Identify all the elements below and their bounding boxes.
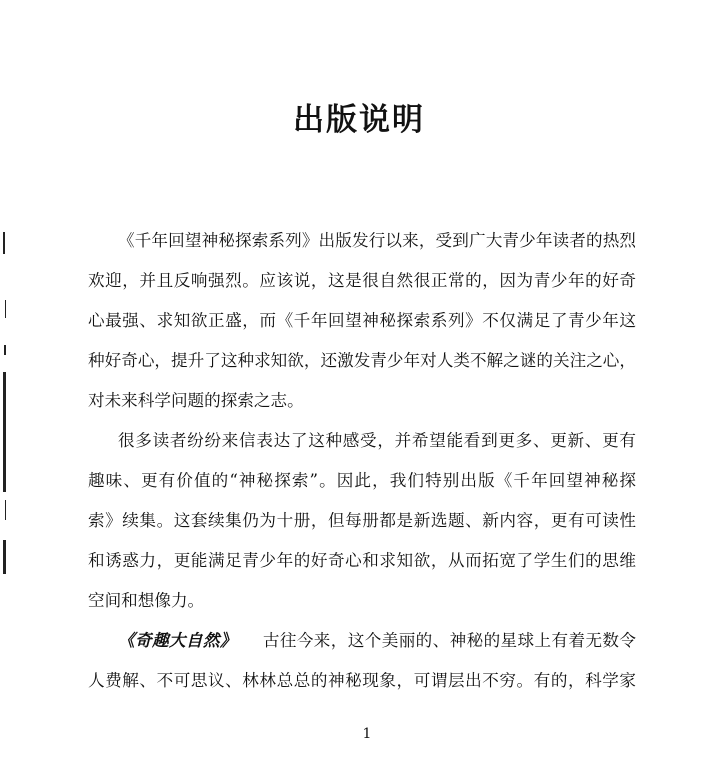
paragraph-2 xyxy=(88,428,636,628)
text-line-with-book-title xyxy=(88,628,636,668)
text-line: 《千年回望神秘探索系列》出版发行以来，受到广大青少年读者的热烈 xyxy=(118,231,636,250)
text-line: 空间和想像力。 xyxy=(88,591,205,610)
paragraph-1 xyxy=(88,228,636,428)
text-line: 索》续集。这套续集仍为十册，但每册都是新选题、新内容，更有可读性 xyxy=(88,511,636,530)
page-number: 1 xyxy=(362,726,372,742)
text-line: 心最强、求知欲正盛，而《千年回望神秘探索系列》不仅满足了青少年这 xyxy=(88,311,636,330)
text-line: 趣味、更有价值的“神秘探索”。因此，我们特别出版《千年回望神秘探 xyxy=(88,471,636,490)
paragraph-3 xyxy=(88,628,636,708)
page-title: 出版说明 xyxy=(293,102,425,138)
text-line: 种好奇心，提升了这种求知欲，还激发青少年对人类不解之谜的关注之心， xyxy=(88,351,636,370)
text-line: 和诱惑力，更能满足青少年的好奇心和求知欲，从而拓宽了学生们的思维 xyxy=(88,551,636,570)
text-line: 人费解、不可思议、林林总总的神秘现象，可谓层出不穷。有的，科学家 xyxy=(88,671,636,690)
document-body xyxy=(88,228,636,708)
text-line: 很多读者纷纷来信表达了这种感受，并希望能看到更多、更新、更有 xyxy=(118,431,636,450)
book-title: 《奇趣大自然》 xyxy=(118,631,237,650)
text-line: 对未来科学问题的探索之志。 xyxy=(88,391,304,410)
text-line: 欢迎，并且反响强烈。应该说，这是很自然很正常的，因为青少年的好奇 xyxy=(88,271,636,290)
text-line-rest: 古往今来，这个美丽的、神秘的星球上有着无数令 xyxy=(262,631,637,650)
